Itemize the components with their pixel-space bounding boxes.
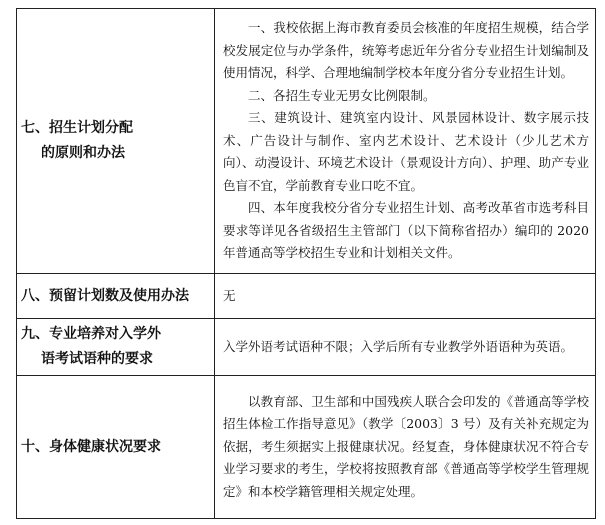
row-label-line: 的原则和办法 [41, 145, 125, 161]
row-label [17, 9, 215, 274]
row-label [17, 376, 215, 519]
row-label-line: 语考试语种的要求 [41, 351, 153, 367]
row-label [17, 274, 215, 319]
row-label-line: 十、身体健康状况要求 [21, 438, 161, 455]
row-label-line: 九、专业培养对入学外 [21, 326, 161, 342]
row-label-line: 七、招生计划分配 [21, 120, 133, 136]
table-row [17, 9, 596, 274]
paragraph: 无 [223, 287, 236, 303]
paragraph: 四、本年度我校分省分专业招生计划、高考改革省市选考科目要求等详见各省级招生主管部门（以下简称省招办）编印的 2020 年普通高等学校招生专业和计划相关文件。 [223, 200, 589, 261]
table-row [17, 376, 596, 519]
admissions-policy-table [16, 8, 596, 519]
paragraph: 入学外语考试语种不限；入学后所有专业教学外语语种为英语。 [223, 338, 574, 354]
table-row [17, 274, 596, 319]
row-content [215, 376, 596, 519]
paragraph: 三、建筑设计、建筑室内设计、风景园林设计、数字展示技术、广告设计与制作、室内艺术设计、艺术设计（少儿艺术方向）、动漫设计、环境艺术设计（景观设计方向）、护理、助产专业色盲不宜，学前教育专业口吃不宜。 [223, 110, 589, 193]
paragraph: 一、我校依据上海市教育委员会核准的年度招生规模，结合学校发展定位与办学条件，统筹考虑近年分省分专业招生计划编制及使用情况，科学、合理地编制学校本年度分省分专业招生计划。 [223, 20, 589, 81]
row-label [17, 319, 215, 376]
table-row [17, 319, 596, 376]
row-label-line: 八、预留计划数及使用办法 [21, 287, 189, 304]
paragraph: 以教育部、卫生部和中国残疾人联合会印发的《普通高等学校招生体检工作指导意见》（教学〔2003〕3 号）及有关补充规定为依据，考生须据实上报健康状况。经复查，身体健康状况不符合专业学习要求的考生，学校将按照教育部《普通高等学校学生管理规定》和本校学籍管理相关规定处理。 [223, 393, 589, 499]
row-content [215, 319, 596, 376]
row-content [215, 274, 596, 319]
row-content [215, 9, 596, 274]
paragraph: 二、各招生专业无男女比例限制。 [248, 87, 436, 103]
